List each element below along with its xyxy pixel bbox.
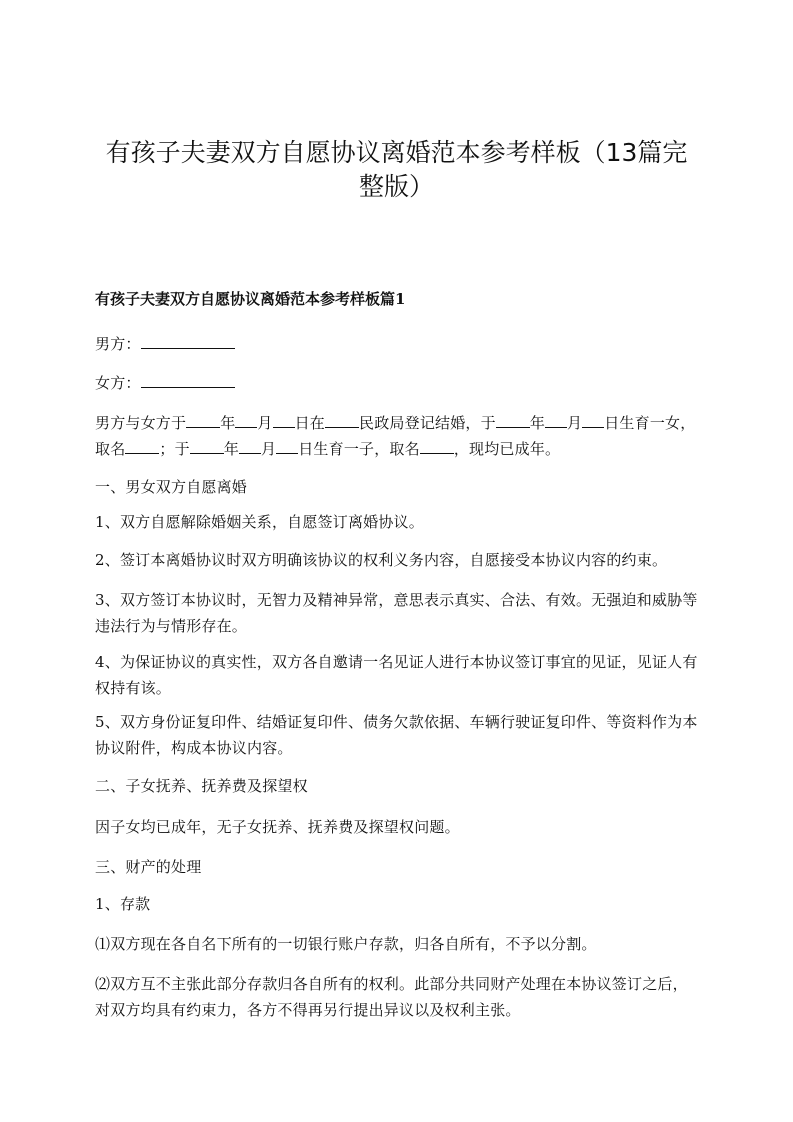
blank <box>235 412 257 428</box>
female-name-blank <box>141 372 235 388</box>
male-party-line <box>95 331 698 357</box>
blank <box>276 438 298 454</box>
blank <box>496 412 530 428</box>
blank <box>125 438 159 454</box>
text-fragment: 月 <box>257 414 273 432</box>
text-fragment: 月 <box>567 414 583 432</box>
text-fragment: ，现均已成年。 <box>453 440 561 458</box>
male-label: 男方： <box>95 335 141 353</box>
blank <box>325 412 359 428</box>
male-name-blank <box>141 333 235 349</box>
blank <box>190 438 224 454</box>
blank <box>273 412 295 428</box>
document-title: 有孩子夫妻双方自愿协议离婚范本参考样板（13篇完整版） <box>105 138 688 201</box>
clause-1-3: 3、双方签订本协议时，无智力及精神异常，意思表示真实、合法、有效。无强迫和威胁等违法行为与情形存在。 <box>95 591 698 635</box>
section-heading: 有孩子夫妻双方自愿协议离婚范本参考样板篇1 <box>95 290 406 308</box>
section-2-text: 因子女均已成年，无子女抚养、抚养费及探望权问题。 <box>95 818 460 836</box>
blank <box>420 438 454 454</box>
section-3-title: 三、财产的处理 <box>95 858 202 876</box>
blank <box>582 412 604 428</box>
text-fragment: 年 <box>529 414 546 432</box>
text-fragment: 月 <box>261 440 277 458</box>
deposit-clause-1: ⑴双方现在各自名下所有的一切银行账户存款，归各自所有，不予以分割。 <box>95 935 597 953</box>
clause-1-4: 4、为保证协议的真实性，双方各自邀请一名见证人进行本协议签订事宜的见证，见证人有权持有该。 <box>95 653 698 697</box>
blank <box>545 412 567 428</box>
text-fragment: ；于 <box>159 440 190 458</box>
text-fragment: 民政局登记结婚，于 <box>359 414 496 432</box>
female-label: 女方： <box>95 374 141 392</box>
text-fragment: 男方与女方于 <box>95 414 187 432</box>
female-party-line <box>95 370 698 396</box>
clause-1-1: 1、双方自愿解除婚姻关系，自愿签订离婚协议。 <box>95 513 424 531</box>
section-1-title: 一、男女双方自愿离婚 <box>95 478 248 496</box>
marriage-paragraph <box>95 410 698 462</box>
text-fragment: 年 <box>220 414 236 432</box>
blank <box>239 438 261 454</box>
text-fragment: 日在 <box>294 414 326 432</box>
section-2-title: 二、子女抚养、抚养费及探望权 <box>95 777 308 795</box>
text-fragment: 日生育一女，取名 <box>95 414 696 458</box>
deposit-clause-2: ⑵双方互不主张此部分存款归各自所有的权利。此部分共同财产处理在本协议签订之后，对双方均具有约束力，各方不得再另行提出异议以及权利主张。 <box>95 975 688 1019</box>
clause-1-5: 5、双方身份证复印件、结婚证复印件、债务欠款依据、车辆行驶证复印件、等资料作为本协议附件，构成本协议内容。 <box>95 713 698 757</box>
clause-1-2: 2、签订本离婚协议时双方明确该协议的权利义务内容，自愿接受本协议内容的约束。 <box>95 551 668 569</box>
text-fragment: 年 <box>223 440 240 458</box>
deposit-title: 1、存款 <box>95 895 151 913</box>
blank <box>186 412 220 428</box>
text-fragment: 日生育一子，取名 <box>298 440 420 458</box>
